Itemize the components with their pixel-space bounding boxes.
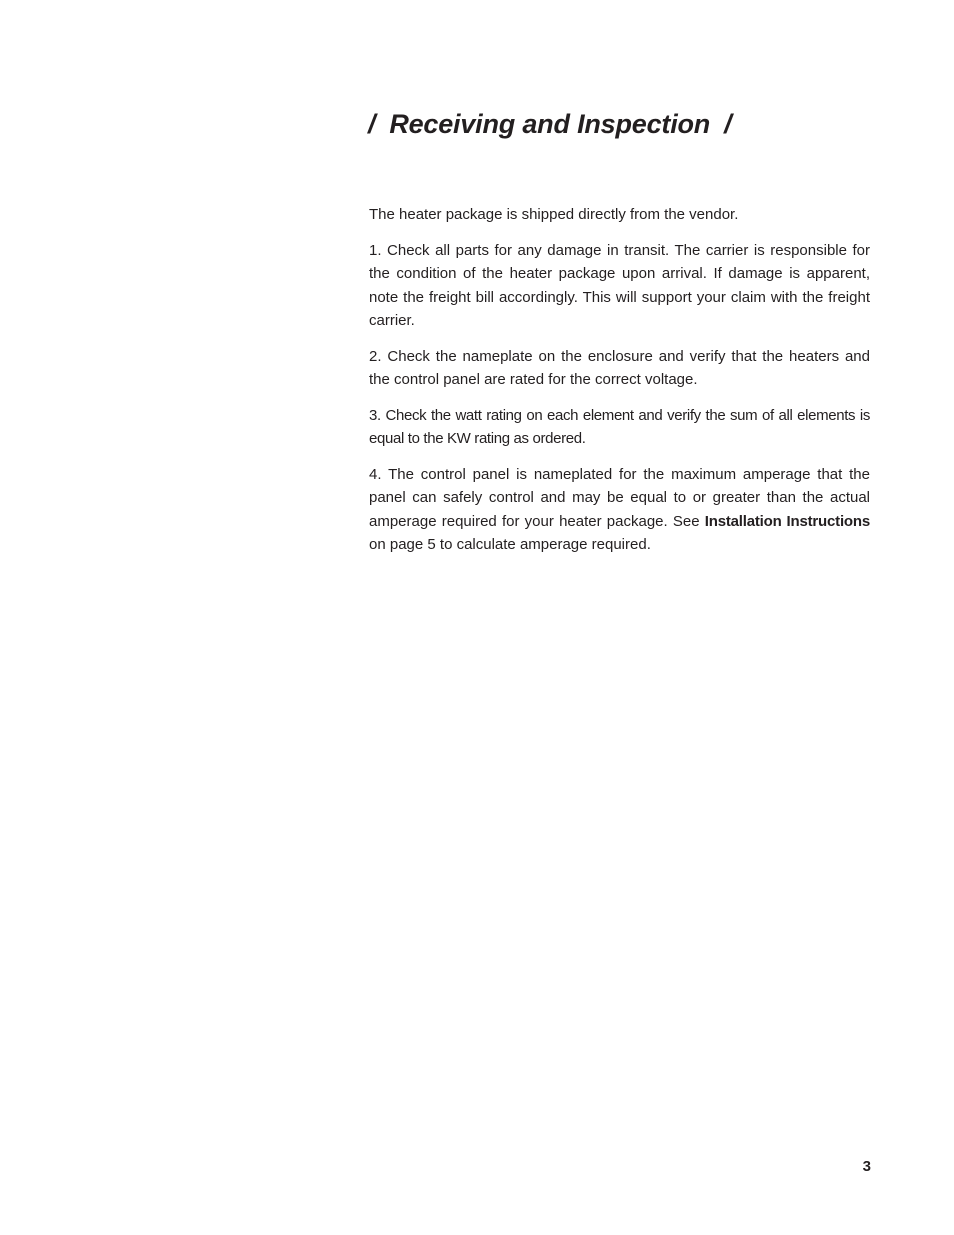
step-2-paragraph: 2. Check the nameplate on the enclosure and verify that the heaters and the control panel are rated for the correct voltage. xyxy=(369,347,870,388)
step-4-text-after: on page 5 to calculate amperage required. xyxy=(369,536,651,553)
page-number: 3 xyxy=(862,1158,871,1175)
intro-paragraph: The heater package is shipped directly from the vendor. xyxy=(369,206,739,223)
step-4-paragraph xyxy=(369,463,870,557)
installation-instructions-reference: Installation Instructions xyxy=(704,512,870,530)
title-text: Receiving and Inspection xyxy=(389,109,711,139)
page-title xyxy=(368,104,731,144)
title-slash-left: / xyxy=(368,109,376,139)
step-1-paragraph: 1. Check all parts for any damage in transit. The carrier is responsible for the condition of the heater package upon arrival. If damage is apparent, note the freight bill accordingly. This will support your claim with the freight carrier. xyxy=(369,241,870,329)
title-slash-right: / xyxy=(724,109,732,139)
body-text xyxy=(369,203,870,569)
step-4-text-before: 4. The control panel is nameplated for the maximum amperage that the panel can safely control and may be equal to or greater than the actual amperage required for your heater package. See xyxy=(369,465,870,530)
step-3-paragraph: 3. Check the watt rating on each element and verify the sum of all elements is equal to the KW rating as ordered. xyxy=(369,406,870,447)
